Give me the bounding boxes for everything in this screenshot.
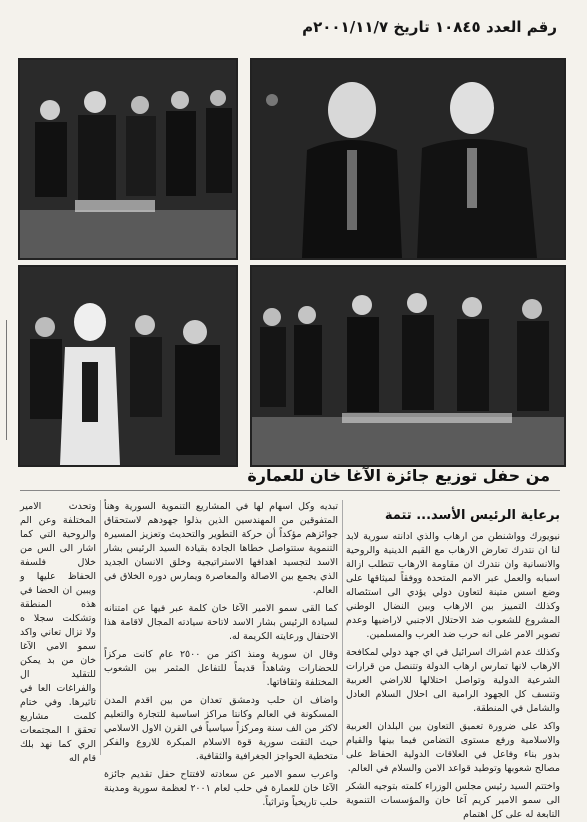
photo-audience-row bbox=[250, 265, 566, 467]
page-edge-mark bbox=[6, 320, 15, 440]
paragraph: كما القى سمو الامير الآغا خان كلمة عبر فيها عن امتنانه لسيادة الرئيس بشار الاسد لاتاحة سيادته المجال لاقامة هذا الاحتفال ورعايته الكريمة له. bbox=[104, 603, 338, 642]
column-divider bbox=[342, 500, 343, 755]
paragraph: واضاف ان حلب ودمشق تعدان من بين اقدم المدن المسكونة في العالم وكانتا مراكز اساسية للتجارة والتعليم لاكثر من الف سنة ومركزاً سياسياً في القرن الاول الاسلامي حيث التقت سورية قوة الاسلام المبكرة للاروع والفكر متخطية الحواجز الجغرافية والثقافية. bbox=[104, 695, 338, 762]
paragraph: تبديه وكل اسهام لها في المشاريع التنموية السورية وهنأ المتفوقين من المهندسين الذين بذلوا جهودهم لاستحقاق جوائزهم مؤكداً أن حركة التطوير والتحديث وتعزيز المسيرة التنموية ستتواصل خطاها الجادة بقيادة السيد الرئيس بشار الاسد لتجسيد اهدافها الاستراتيجية وخلق الانسان الجديد الذي يجمع بين الاصالة والمعاصرة ويمارس دوره الخلاق في العالم. bbox=[104, 501, 338, 596]
paragraph: واكد على ضرورة تعميق التعاون بين البلدان العربية والاسلامية ورفع مستوى التضامن فيما بينها والقيام بدور بناء وفاعل في العلاقات الدولية الحفاظ على مصالح شعوبها وتوطيد قواعد الامن والسلام في العالم. bbox=[346, 721, 560, 774]
article-column-middle bbox=[104, 500, 339, 808]
paragraph: وتحدث الامير المختلفة وعن الم والروحية التي كما اشار الى الس من خلال فلسفة الحفاظ عليها و ويبين ان الحضا في هذه المنطقة وتشكلت سجلا ه ولا تزال تعاني واكد سمو الامي الآغا خان من بد يمكن للتقليد ال والفراغات العا في تاثيرها. وفي ختام كلمت مشاريع تحقق ا المجتمعات الري كما نهد بلك قام اله bbox=[20, 501, 96, 764]
article-column-left bbox=[20, 500, 96, 775]
photo-women-seated bbox=[18, 265, 238, 467]
photo-two-men-portrait bbox=[250, 58, 566, 260]
paragraph: وقال ان سورية ومنذ اكثر من ٢٥٠٠ عام كانت مركزاً للحضارات وشاهداً قديماً للتفاعل المثمر بين الشعوب المختلفة وثقافاتها. bbox=[104, 649, 338, 688]
article-headline: برعاية الرئيس الأسد... تتمة bbox=[384, 508, 560, 523]
photo-audience-seated bbox=[18, 58, 238, 260]
paragraph: واختتم السيد رئيس مجلس الوزراء كلمته بتوجيه الشكر الى سمو الامير كريم آغا خان والمؤسسات التنموية التابعة له على كل اهتمام bbox=[346, 781, 560, 820]
issue-header: رقم العدد ١٠٨٤٥ تاريخ ٢٠٠١/١١/٧م bbox=[302, 18, 557, 36]
paragraph: واعرب سمو الامير عن سعادته لافتتاح حفل تقديم جائزة الآغا خان للعمارة في حلب لعام ٢٠٠١ لعظمة سورية ومدينة حلب تاريخياً وتراثياً. bbox=[104, 769, 339, 808]
column-divider bbox=[100, 500, 101, 755]
article-column-right bbox=[346, 530, 560, 820]
paragraph: وكذلك عدم اشراك اسرائيل في اي جهد دولي لمكافحة الارهاب لانها تمارس ارهاب الدولة وتتنصل من قرارات الشرعية الدولية وتواصل احتلالها للاراضي العربية وتنسف كل الجهود الرامية الى احلال السلام العادل والشامل في المنطقة. bbox=[346, 647, 560, 714]
photo-caption: من حفل توزيع جائزة الآغا خان للعمارة bbox=[247, 466, 550, 485]
section-divider bbox=[20, 490, 560, 491]
paragraph: نيويورك وواشنطن من ارهاب والذي ادانته سورية لابد لنا ان نتدرك تعارض الارهاب مع القيم الدينية والروحية والانسانية وان نتدرك ان مقاومة الارهاب تتطلب ازالة اسبابه والعمل عبر الامم المتحدة ووفقاً لميثاقها على وضع اسس متينة لتعاون دولي يؤدي الى استئصاله وكذلك التمييز بين الارهاب وبين النضال الوطني المشروع للشعوب ضد الاحتلال الاجنبي لاراضيها وعدم تصوير الامر على انه حرب ضد العرب والمسلمين. bbox=[346, 531, 560, 640]
